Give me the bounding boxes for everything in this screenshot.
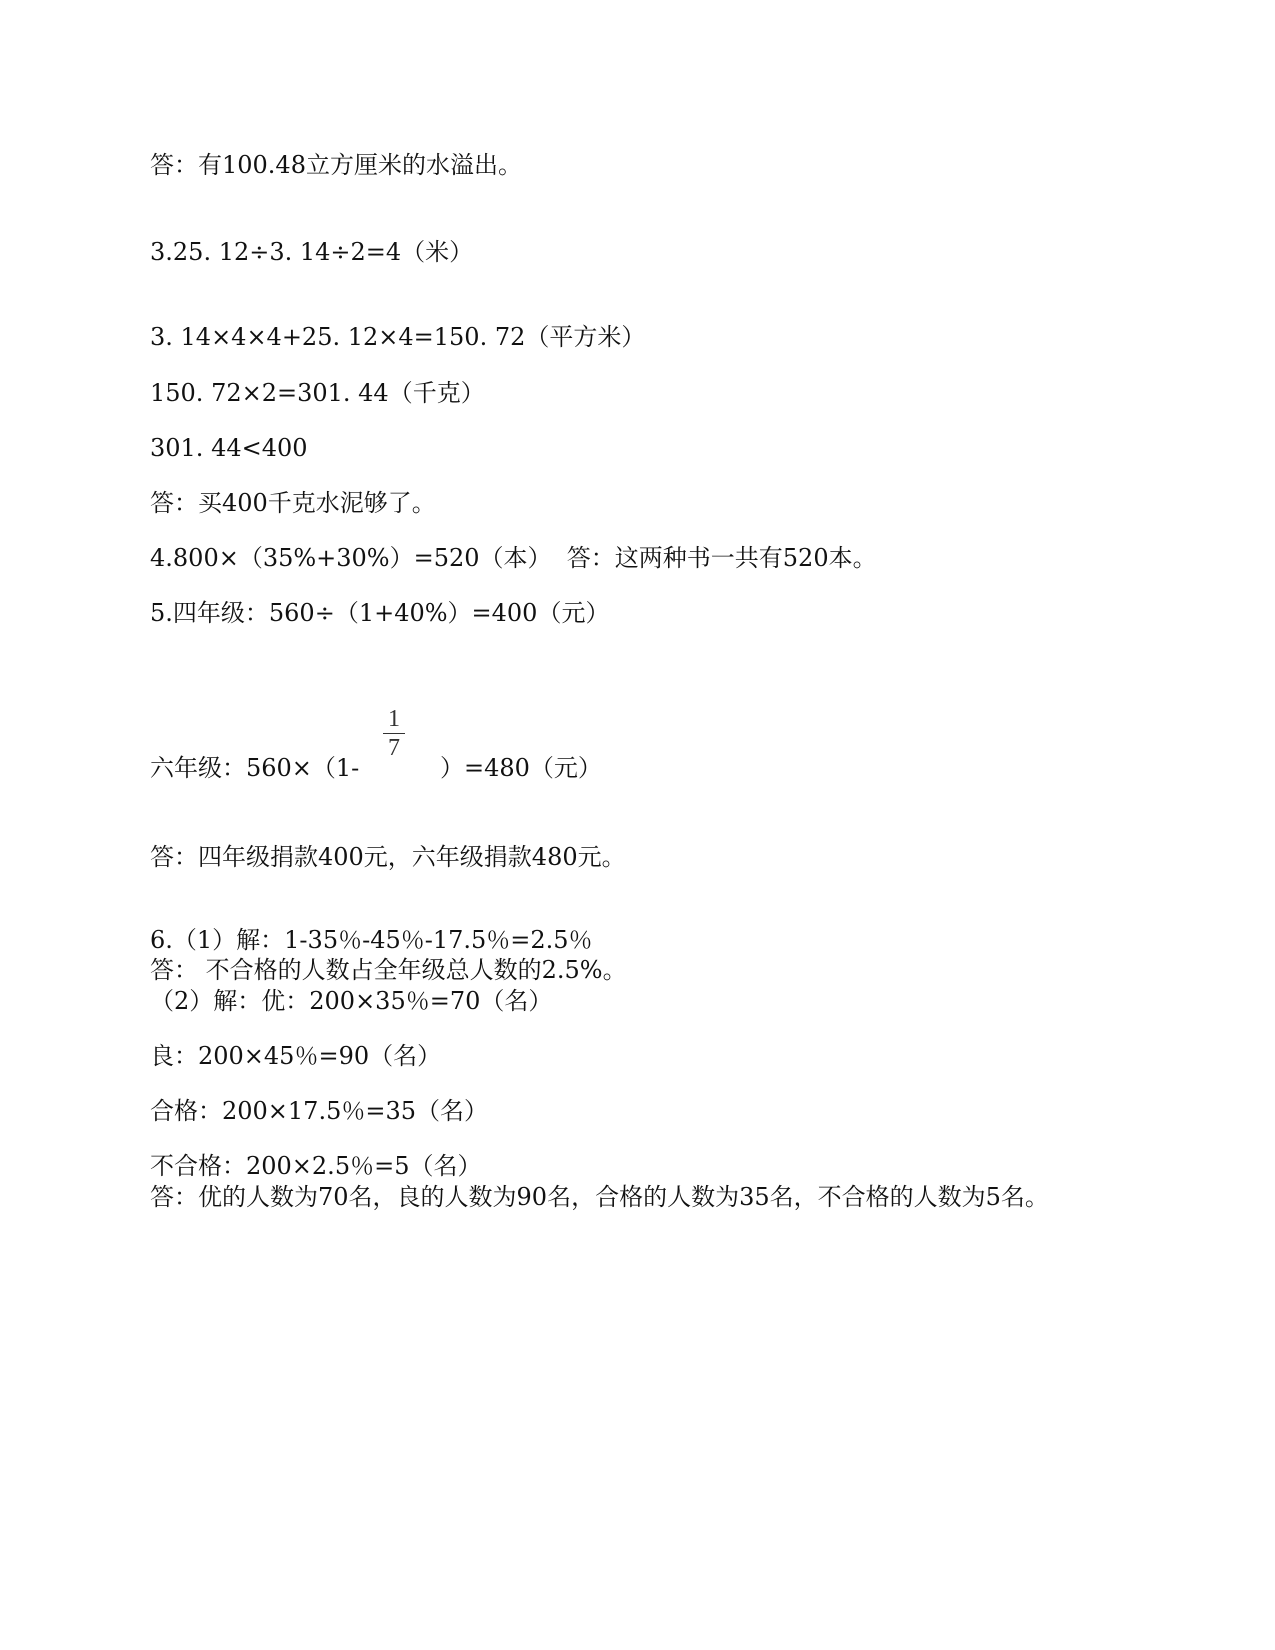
answer-cement: 答：买400千克水泥够了。: [150, 489, 436, 517]
fraction-one-seventh: [380, 706, 408, 761]
problem3-area-line: 3. 14×4×4+25. 12×4=150. 72（平方米）: [150, 323, 646, 351]
problem3-compare-line: 301. 44<400: [150, 434, 308, 462]
answer-unqualified-rate: 答： 不合格的人数占全年级总人数的2.5%。: [150, 956, 627, 984]
problem6-part2-excellent: （2）解：优：200×35％=70（名）: [150, 987, 553, 1015]
answer-grade-counts: 答：优的人数为70名，良的人数为90名，合格的人数为35名，不合格的人数为5名。: [150, 1183, 1049, 1211]
problem6-good-line: 良：200×45％=90（名）: [150, 1042, 442, 1070]
fraction-bar: [383, 733, 405, 734]
problem6-pass-line: 合格：200×17.5％=35（名）: [150, 1097, 489, 1125]
answer-donations: 答：四年级捐款400元，六年级捐款480元。: [150, 843, 626, 871]
problem5-grade6-line: 六年级：560×（1-: [150, 754, 360, 782]
problem3-weight-line: 150. 72×2=301. 44（千克）: [150, 379, 485, 407]
problem3-radius-line: 3.25. 12÷3. 14÷2=4（米）: [150, 238, 474, 266]
problem6-fail-line: 不合格：200×2.5％=5（名）: [150, 1152, 482, 1180]
problem6-part1-line: 6.（1）解：1-35％-45％-17.5％=2.5％: [150, 926, 593, 954]
fraction-denominator: 7: [388, 735, 400, 761]
answer-water-overflow: 答：有100.48立方厘米的水溢出。: [150, 151, 522, 179]
fraction-numerator: 1: [388, 706, 400, 732]
problem5-grade6-result: ）=480（元）: [440, 754, 602, 782]
problem5-grade4-line: 5.四年级：560÷（1+40%）=400（元）: [150, 599, 610, 627]
problem4-line: 4.800×（35%+30%）=520（本） 答：这两种书一共有520本。: [150, 544, 877, 572]
